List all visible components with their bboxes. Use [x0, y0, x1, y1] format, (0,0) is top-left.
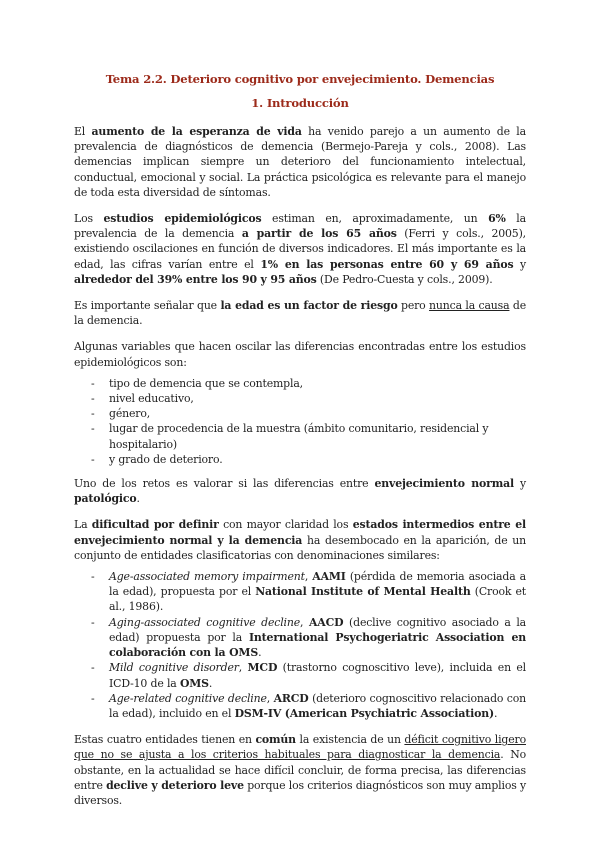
paragraph-difficulty: La dificultad por definir con mayor claridad los estados intermedios entre el envejecimiento normal y la demencia ha desembocado en la aparición, de un conjunto de entidades clasificatorias con denominaciones similares:	[74, 518, 527, 562]
list-item: - lugar de procedencia de la muestra (ámbito comunitario, residencial y hospitalario)	[74, 421, 526, 451]
list-item: - tipo de demencia que se contempla,	[74, 376, 526, 391]
paragraph-intro: El aumento de la esperanza de vida ha venido parejo a un aumento de la prevalencia de diagnósticos de demencia (Bermejo-Pareja y cols., 2008). Las demencias implican siempre un deterioro del funcionamiento intelectual, conductual, emocional y social. La práctica psicológica es relevante para el manejo de toda esta diversidad de síntomas.	[74, 125, 526, 199]
page-title: Tema 2.2. Deterioro cognitivo por envejecimiento. Demencias	[105, 72, 495, 86]
variables-list	[74, 376, 526, 467]
list-item: - Aging-associated cognitive decline, AACD (declive cognitivo asociado a la edad) propuesta por la International Psychogeriatric Association en colaboración con la OMS.	[74, 615, 526, 661]
paragraph-epidemiology: Los estudios epidemiológicos estiman en, aproximadamente, un 6% la prevalencia de la demencia a partir de los 65 años (Ferri y cols., 2005), existiendo oscilaciones en función de diversos indicadores. El más importante es la edad, las cifras varían entre el 1% en las personas entre 60 y 69 años y alrededor del 39% entre los 90 y 95 años (De Pedro-Cuesta y cols., 2009).	[74, 212, 526, 286]
list-item: - Mild cognitive disorder, MCD (trastorno cognoscitivo leve), incluida en el ICD-10 de la OMS.	[74, 660, 526, 690]
paragraph-challenge: Uno de los retos es valorar si las diferencias entre envejecimiento normal y patológico.	[74, 477, 526, 506]
paragraph-variables-intro: Algunas variables que hacen oscilar las diferencias encontradas entre los estudios epidemiológicos son:	[74, 340, 526, 369]
list-item: - y grado de deterioro.	[74, 452, 526, 467]
list-item: - género,	[74, 406, 526, 421]
list-item: - Age-associated memory impairment, AAMI (pérdida de memoria asociada a la edad), propuesta por el National Institute of Mental Health (Crook et al., 1986).	[74, 569, 526, 615]
paragraph-conclusion: Estas cuatro entidades tienen en común la existencia de un déficit cognitivo ligero que no se ajusta a los criterios habituales para diagnosticar la demencia. No obstante, en la actualidad se hace difícil concluir, de forma precisa, las diferencias entre declive y deterioro leve porque los criterios diagnósticos son muy amplios y diversos.	[74, 733, 526, 807]
list-item: - Age-related cognitive decline, ARCD (deterioro cognoscitivo relacionado con la edad), incluido en el DSM-IV (American Psychiatric Association).	[74, 691, 526, 721]
list-item: - nivel educativo,	[74, 391, 526, 406]
paragraph-risk-factor: Es importante señalar que la edad es un factor de riesgo pero nunca la causa de la demencia.	[74, 299, 527, 328]
section-heading: 1. Introducción	[251, 96, 349, 110]
entities-list	[74, 569, 526, 721]
